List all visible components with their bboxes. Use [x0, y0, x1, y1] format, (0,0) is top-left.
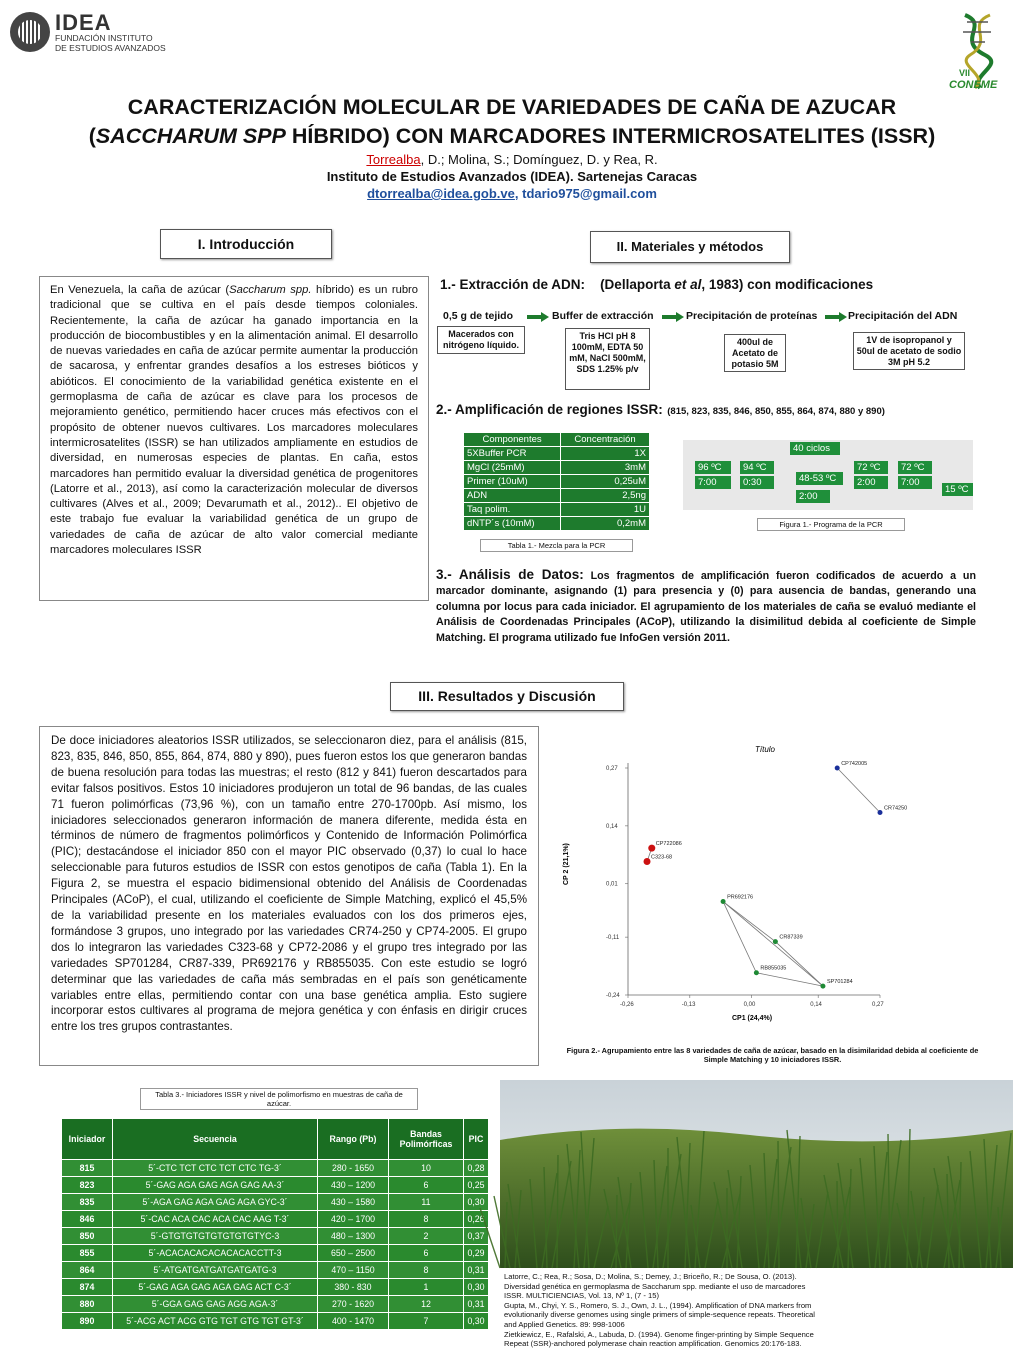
pcoa-scatter-chart: [563, 740, 990, 1040]
table-cell: 430 – 1580: [318, 1194, 389, 1211]
table-header: Rango (Pb): [318, 1119, 389, 1160]
logo-sub-line1: FUNDACIÓN INSTITUTO: [55, 33, 153, 43]
section-introduccion: I. Introducción: [160, 229, 332, 259]
table-cell: 5´-GGA GAG GAG AGG AGA-3´: [113, 1296, 318, 1313]
table-cell: 5´-GAG AGA GAG AGA GAG AA-3´: [113, 1177, 318, 1194]
extraction-heading-a: 1.- Extracción de ADN:: [440, 277, 586, 292]
chart-point-label: SP701284: [826, 979, 853, 986]
cane-leaf: [557, 1155, 558, 1268]
table-cell: dNTP´s (10mM): [464, 517, 561, 531]
chart-point: [878, 810, 883, 815]
conf-logo-top: VII: [959, 68, 971, 78]
amplification-primers: (815, 823, 835, 846, 850, 855, 864, 874, 880 y 890): [667, 406, 885, 417]
table-cell: 0,25uM: [561, 475, 650, 489]
references-list: [504, 1272, 816, 1349]
chart-edge: [723, 902, 756, 973]
arrow-right-icon: [825, 312, 847, 322]
chart-point: [820, 984, 825, 989]
table-cell: 855: [62, 1245, 113, 1262]
first-author: Torrealba: [366, 152, 421, 167]
title-line-1: CARACTERIZACIÓN MOLECULAR DE VARIEDADES DE CAÑA DE AZUCAR: [127, 95, 897, 119]
box-isopropanol: 1V de isopropanol y 50ul de acetato de sodio 3M pH 5.2: [853, 332, 965, 370]
chart-edge: [756, 973, 823, 986]
table-cell: 2: [389, 1228, 464, 1245]
table-cell: 11: [389, 1194, 464, 1211]
extraction-heading-italic: et al: [674, 277, 702, 292]
pcr-step5-temp: 72 ºC: [898, 461, 932, 474]
x-tick-label: 0,14: [810, 1002, 822, 1008]
table-cell: 880: [62, 1296, 113, 1313]
table-cell: 864: [62, 1262, 113, 1279]
idea-logo-name: IDEA: [55, 10, 112, 35]
table-row: [62, 1313, 489, 1330]
table-cell: 3mM: [561, 461, 650, 475]
cane-leaf: [837, 1181, 838, 1268]
section-resultados: III. Resultados y Discusión: [390, 682, 624, 711]
extraction-heading-c: , 1983) con modificaciones: [701, 277, 874, 292]
sugarcane-field-image: [500, 1080, 1013, 1268]
table-cell: 10: [389, 1160, 464, 1177]
pcr-step4-time: 2:00: [854, 476, 888, 489]
chart-point-label: RB855035: [760, 965, 787, 972]
table-row: [62, 1245, 489, 1262]
title-open: (: [88, 124, 96, 148]
table-cell: 1X: [561, 447, 650, 461]
table-cell: 5´-ATGATGATGATGATGATG-3: [113, 1262, 318, 1279]
table-cell: 823: [62, 1177, 113, 1194]
table-header-row: [62, 1119, 489, 1160]
table-row: [62, 1279, 489, 1296]
table-cell: 1U: [561, 503, 650, 517]
table-cell: 420 – 1700: [318, 1211, 389, 1228]
idea-logo-icon: [10, 12, 50, 52]
analysis-paragraph: [436, 567, 976, 646]
table-cell: 5XBuffer PCR: [464, 447, 561, 461]
email-link-1[interactable]: dtorrealba@idea.gob.ve: [367, 186, 515, 201]
intro-text-2: híbrido) es un rubro tradicional que se cultiva en el país desde tiempos coloniales. Recientemente, la caña de azúcar ha ganado importancia en la producción de biocombustibles y en la alimentación animal. El desarrollo de nuevas variedades en caña de azúcar permite aumentar la producción de sacarosa, y enfrentar grandes desafíos a los estreses bióticos y abióticos. El conocimiento de la variabilidad genética existente en el germoplasma de caña de azúcar es clave para los procesos de mejoramiento genético, permitiendo hacer cruces más efectivos con el propósito de obtener nuevos cultivares. Los marcadores moleculares intermicrosatelites (ISSR) se han utilizados ampliamente en estudios de diversidad, en numerosas especies de plantas. En caña, estos marcadores han permitido evaluar la diversidad genética de progenitores (Latorre et al., 2013), así como la caracterización molecular de diversos cultivares (Alves et al., 2009; Devarumath et al., 2012).. El objetivo de este trabajo fue evaluar la variabilidad genética de un grupo de variedades de caña de azúcar de alto valor comercial mediante marcadores moleculares ISSR: [50, 284, 418, 557]
chart-point: [835, 766, 840, 771]
title-rest: HÍBRIDO) CON MARCADORES INTERMICROSATELITES (ISSR): [285, 124, 936, 148]
pcr-step3-time: 2:00: [796, 490, 830, 503]
table-cell: 280 - 1650: [318, 1160, 389, 1177]
table-cell: 0,37: [464, 1228, 489, 1245]
table-cell: MgCl (25mM): [464, 461, 561, 475]
extraction-heading: [440, 277, 873, 292]
table-header: Componentes: [464, 433, 561, 447]
chart-xlabel: CP1 (24,4%): [732, 1015, 773, 1022]
y-tick-label: 0,01: [606, 881, 618, 888]
step-tejido: 0,5 g de tejido: [443, 310, 514, 322]
logo-sub-line2: DE ESTUDIOS AVANZADOS: [55, 43, 166, 53]
fig2-caption: Figura 2.- Agrupamiento entre las 8 variedades de caña de azúcar, basado en la disimilaridad debida al coeficiente de Simple Matching y 10 iniciadores ISSR.: [566, 1046, 979, 1064]
institution: Instituto de Estudios Avanzados (IDEA). Sartenejas Caracas: [326, 169, 698, 184]
table-header: Secuencia: [113, 1119, 318, 1160]
table-cell: 8: [389, 1211, 464, 1228]
table-cell: 5´-GAG AGA GAG AGA GAG ACT C-3´: [113, 1279, 318, 1296]
table-row: [464, 517, 650, 531]
table-cell: 0,28: [464, 1160, 489, 1177]
chart-edge: [837, 768, 880, 813]
chart-point: [721, 899, 726, 904]
pcr-step4-temp: 72 ºC: [854, 461, 888, 474]
table-cell: 0,30: [464, 1279, 489, 1296]
table-cell: 7: [389, 1313, 464, 1330]
table-row: [464, 461, 650, 475]
table-header: PIC: [464, 1119, 489, 1160]
pcr-step1-temp: 96 ºC: [695, 461, 731, 474]
chart-ylabel: CP 2 (21,1%): [563, 843, 570, 885]
x-tick-label: 0,00: [743, 1002, 756, 1008]
arrow-right-icon: [527, 312, 549, 322]
step-proteinas: Precipitación de proteínas: [686, 310, 818, 322]
table-header: Iniciador: [62, 1119, 113, 1160]
table-cell: 5´-CTC TCT CTC TCT CTC TG-3´: [113, 1160, 318, 1177]
reference-item: Gupta, M., Chyi, Y. S., Romero, S. J., Own, J. L., (1994). Amplification of DNA markers from evolutionarily diverse genomes using single primers of simple-sequence repeats. Theoretical and Applied Genetics. 89: 998-1006: [504, 1300, 815, 1329]
table-cell: 0,29: [464, 1245, 489, 1262]
table-cell: 380 - 830: [318, 1279, 389, 1296]
results-text-box: De doce iniciadores aleatorios ISSR utilizados, se seleccionaron diez, para el análisis (815, 823, 835, 846, 850, 855, 864, 874, 880 y 890), pues fueron estos los que generaron bandas de buena resolución para todas las muestras; el resto (812 y 841) fueron descartados para evitar falsos positivos. Estos 10 iniciadores produjeron un total de 96 bandas, de las cuales 71 fueron polimórficas (73,96 %), con un tamaño entre 270-1700pb. Así mismo, los iniciadores seleccionados generaron información de manera diferente, medida ésta en términos de número de fragmentos polimórficos y Contenido de Información Polimórfica (PIC); destacándose el iniciador 850 con el mayor PIC observado (0,37) lo cual lo hace seleccionable para futuros estudios de ISSR con estos genotipos de caña (Tabla 1). En la Figura 2, se muestra el espacio bidimensional obtenido del Análisis de Coordenadas Principales (ACoP), el cual, utilizando el coeficiente de Simple Matching, explicó el 45,5% de la variabilidad presente en los materiales evaluados con los dos primeros ejes, formándose 3 grupos, uno integrado por las variedades CR74-250 y CP74-2005. El grupo dos lo integraron las variedades C323-68 y CP72-2086 y el grupo tres integrado por las variedades SP701284, CR87-339, PR692176 y RB855035. Con este estudio se logró determinar que las variedades de caña más sembradas en el país son genéticamente variables entre ellas, permitiendo contar con una base genética amplia. Esto sugiere incorporar estos cultivares al programa de mejora genética y con énfasis en dirigir cruces entre los tres grupos contrastantes.: [39, 726, 539, 1066]
chart-point-label: C323-68: [651, 854, 673, 861]
table-cell: 400 - 1470: [318, 1313, 389, 1330]
pcr-step6-temp: 15 ºC: [942, 483, 973, 496]
table-cell: ADN: [464, 489, 561, 503]
pcr-step2-time: 0:30: [740, 476, 774, 489]
y-tick-label: -0,24: [606, 993, 620, 999]
analysis-text: Los fragmentos de amplificación fueron codificados de acuerdo a un marcador dominante, asignando (1) para presencia y (0) para ausencia de bandas, generando una columna por locus para cada iniciador. El agrupamiento de los materiales de caña se evaluó mediante el Análisis de Coordenadas Principales (ACoP), utilizando la disimilitud debida al coeficiente de Simple Matching. El programa utilizado fue InfoGen versión 2011.: [436, 570, 976, 644]
table-cell: 874: [62, 1279, 113, 1296]
table-cell: 5´-AGA GAG AGA GAG AGA GYC-3´: [113, 1194, 318, 1211]
pcr-program: [683, 440, 973, 510]
chart-point: [773, 939, 778, 944]
table3-caption: Tabla 3.- Iniciadores ISSR y nivel de polimorfismo en muestras de caña de azúcar.: [140, 1088, 418, 1110]
pcr-step1-time: 7:00: [695, 476, 731, 489]
arrow-right-icon: [662, 312, 684, 322]
table-cell: 270 - 1620: [318, 1296, 389, 1313]
cane-leaf: [778, 1141, 779, 1268]
cane-leaf: [616, 1195, 617, 1268]
title-line-2: [20, 124, 1004, 149]
table-cell: 6: [389, 1245, 464, 1262]
pcr-step3-temp: 48-53 ºC: [796, 472, 843, 485]
extraction-heading-b: (Dellaporta: [600, 277, 675, 292]
table-cell: 1: [389, 1279, 464, 1296]
intro-text-italic: Saccharum spp.: [229, 284, 312, 296]
table-cell: 650 – 2500: [318, 1245, 389, 1262]
table-row: [62, 1160, 489, 1177]
table-row: [464, 489, 650, 503]
table-cell: 0,31: [464, 1262, 489, 1279]
table-cell: 0,30: [464, 1194, 489, 1211]
table-cell: 480 – 1300: [318, 1228, 389, 1245]
pcr-mix-table: [463, 432, 650, 531]
amplification-title: 2.- Amplificación de regiones ISSR:: [436, 402, 663, 417]
box-tris: Tris HCl pH 8 100mM, EDTA 50 mM, NaCl 500mM, SDS 1.25% p/v: [565, 328, 650, 390]
table-cell: 2,5ng: [561, 489, 650, 503]
step-buffer: Buffer de extracción: [552, 310, 654, 322]
fig1-caption: Figura 1.- Programa de la PCR: [757, 518, 905, 531]
table-cell: 12: [389, 1296, 464, 1313]
authors: [20, 152, 1004, 167]
box-macerados: Macerados con nitrógeno líquido.: [437, 326, 525, 354]
table-cell: 0,26: [464, 1211, 489, 1228]
table-row: [62, 1211, 489, 1228]
table-cell: 5´-CAC ACA CAC ACA CAC AAG T-3´: [113, 1211, 318, 1228]
section-materiales: II. Materiales y métodos: [590, 231, 790, 263]
table-cell: Primer (10uM): [464, 475, 561, 489]
email-rest[interactable]: , tdario975@gmail.com: [514, 186, 657, 201]
reference-item: Latorre, C.; Rea, R.; Sosa, D.; Molina, S.; Demey, J.; Briceño, R.; De Sousa, O. (2013). Diversidad genética en germoplasma de Saccharum spp. mediante el uso de marcadores ISSR. MULTICIENCIAS, Vol. 13, Nº 1, (7 - 15): [504, 1272, 806, 1301]
table-row: [62, 1262, 489, 1279]
chart-point-label: CP722086: [655, 841, 682, 848]
conf-logo-bottom: CONEME: [949, 79, 998, 91]
chart-edge: [775, 942, 823, 987]
x-tick-label: 0,27: [872, 1002, 884, 1008]
chart-point-label: PR692176: [727, 894, 754, 901]
chart-title: Título: [755, 745, 776, 754]
box-acetato: 400ul de Acetato de potasio 5M: [724, 334, 786, 372]
pcr-cycles: 40 ciclos: [790, 442, 840, 455]
table-cell: 5´-ACACACACACACACACCTT-3: [113, 1245, 318, 1262]
table-header-row: [464, 433, 650, 447]
table-cell: 430 – 1200: [318, 1177, 389, 1194]
table-cell: 835: [62, 1194, 113, 1211]
emails: [20, 186, 1004, 201]
table-row: [62, 1296, 489, 1313]
table-cell: 0,30: [464, 1313, 489, 1330]
y-tick-label: -0,11: [606, 935, 620, 942]
table-cell: 5´-ACG ACT ACG GTG TGT GTG TGT GT-3´: [113, 1313, 318, 1330]
table-cell: 0,31: [464, 1296, 489, 1313]
idea-logo-subtitle: [55, 33, 166, 53]
pcr-step5-time: 7:00: [898, 476, 932, 489]
intro-text-1: En Venezuela, la caña de azúcar (: [50, 284, 230, 296]
table-cell: 0,25: [464, 1177, 489, 1194]
table-row: [62, 1228, 489, 1245]
table1-caption: Tabla 1.- Mezcla para la PCR: [480, 539, 633, 552]
x-tick-label: -0,13: [681, 1002, 696, 1008]
chart-point-label: CP742005: [841, 761, 868, 767]
chart-edge: [723, 902, 823, 987]
analysis-heading: 3.- Análisis de Datos:: [436, 567, 584, 582]
table-header: Concentración: [561, 433, 650, 447]
table-row: [62, 1194, 489, 1211]
table-row: [62, 1177, 489, 1194]
table-header: Bandas Polimórficas: [389, 1119, 464, 1160]
chart-point: [754, 970, 759, 975]
reference-item: Zietkiewicz, E., Rafalski, A., Labuda, D. (1994). Genome finger-printing by Simple Sequence Repeat (SSR)-anchored polymerase chain reaction amplification. Genomics 20:176-183.: [504, 1329, 814, 1349]
step-adn: Precipitación del ADN: [848, 310, 958, 322]
table-cell: 470 – 1150: [318, 1262, 389, 1279]
amplification-heading: [436, 401, 885, 419]
table-row: [464, 447, 650, 461]
chart-point: [644, 858, 651, 865]
pcr-step2-temp: 94 ºC: [740, 461, 774, 474]
x-tick-label: -0,26: [620, 1002, 634, 1008]
table-cell: Taq polim.: [464, 503, 561, 517]
issr-table: [61, 1118, 489, 1330]
table-cell: 890: [62, 1313, 113, 1330]
table-cell: 6: [389, 1177, 464, 1194]
conference-logo-icon: [945, 10, 1013, 90]
table-row: [464, 503, 650, 517]
y-tick-label: 0,14: [606, 823, 618, 830]
table-cell: 850: [62, 1228, 113, 1245]
chart-point: [648, 845, 655, 852]
chart-point-label: CR87339: [779, 934, 803, 941]
y-tick-label: 0,27: [606, 766, 618, 772]
chart-point-label: CR74250: [884, 805, 908, 812]
authors-rest: , D.; Molina, S.; Domínguez, D. y Rea, R.: [420, 152, 658, 167]
table-cell: 846: [62, 1211, 113, 1228]
intro-text-box: [39, 276, 429, 601]
title-italic: SACCHARUM SPP: [95, 124, 286, 148]
table-cell: 0,2mM: [561, 517, 650, 531]
table-cell: 5´-GTGTGTGTGTGTGTGTYC-3: [113, 1228, 318, 1245]
table-cell: 815: [62, 1160, 113, 1177]
table-cell: 8: [389, 1262, 464, 1279]
chart-edge: [723, 902, 775, 942]
table-row: [464, 475, 650, 489]
